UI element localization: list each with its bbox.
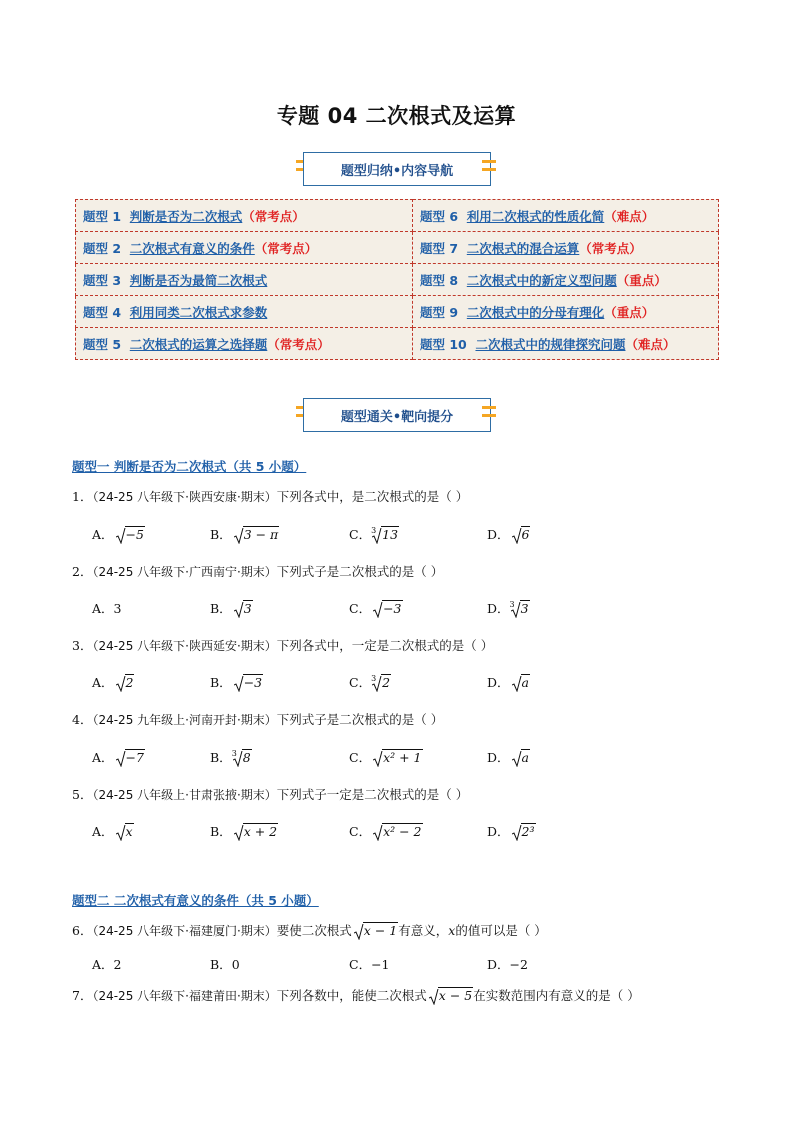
option[interactable] [349,748,423,766]
option-letter: D． [487,527,510,542]
nav-cell[interactable] [413,296,719,328]
option[interactable] [487,955,528,973]
radical: a [512,750,530,765]
option[interactable] [92,822,134,840]
option[interactable] [210,748,252,766]
nav-cell[interactable] [76,264,413,296]
section-heading[interactable]: 题型一 判断是否为二次根式（共 5 小题） [72,459,307,474]
option[interactable] [210,955,240,973]
radical: 3 [234,601,253,616]
option[interactable] [210,673,263,691]
option[interactable] [349,525,399,543]
radical: 6 [512,527,531,542]
radical: 3 [511,601,530,616]
option-letter: C． [349,957,372,972]
root-index: 3 [509,600,515,609]
option[interactable] [92,955,121,973]
topic-link[interactable]: 判断是否为二次根式 [129,208,243,224]
radical: x + 2 [234,824,278,839]
radical: −3 [234,675,263,690]
topic-link[interactable]: 二次根式的混合运算 [466,240,580,256]
radical: 2³ [512,824,536,839]
option[interactable] [92,748,145,766]
topic-link[interactable]: 判断是否为最简二次根式 [129,272,268,288]
option-letter: D． [487,750,510,765]
practice-banner [300,398,492,432]
topic-tag: （常考点） [242,208,305,224]
topic-tag: （常考点） [254,240,318,256]
option[interactable] [487,822,536,840]
toc-banner-label: 题型归纳•内容导航 [303,152,491,186]
topic-link[interactable]: 二次根式中的分母有理化 [466,304,605,320]
option[interactable] [349,955,390,973]
nav-cell[interactable] [413,200,719,232]
option[interactable] [349,673,391,691]
option-value: 0 [231,957,240,972]
option[interactable] [487,525,530,543]
topic-link[interactable]: 利用同类二次根式求参数 [129,304,268,320]
option-letter: A． [92,601,114,616]
topic-link[interactable]: 利用二次根式的性质化简 [466,208,605,224]
option-letter: B． [210,957,232,972]
topic-tag: （常考点） [267,336,330,352]
question-1: 1．（24-25 八年级下·陕西安康·期末）下列各式中，是二次根式的是（ ） [72,489,469,504]
nav-row [76,328,719,360]
option-value: −1 [371,957,390,972]
option-value: −2 [509,957,528,972]
topic-label: 题型 8 [420,272,459,288]
root-index: 3 [371,526,377,535]
option-letter: A． [92,675,114,690]
question-6: 6．（24-25 八年级下·福建厦门·期末）要使二次根式 x − 1有意义，x的值可以是（ ） [72,923,547,938]
radical: 13 [372,527,399,542]
topic-tag: （重点） [604,304,655,320]
topic-tag: （难点） [625,336,676,352]
root-index: 3 [371,674,377,683]
option-letter: A． [92,750,114,765]
radical: 3 − π [234,527,280,542]
option-letter: D． [487,824,510,839]
option-letter: D． [487,675,510,690]
option-letter: C． [349,824,372,839]
option-letter: C． [349,527,372,542]
question-4: 4．（24-25 九年级上·河南开封·期末）下列式子是二次根式的是（ ） [72,712,444,727]
nav-cell[interactable] [413,264,719,296]
option-letter: B． [210,527,232,542]
question-2: 2．（24-25 八年级下·广西南宁·期末）下列式子是二次根式的是（ ） [72,564,444,579]
topic-link[interactable]: 二次根式中的新定义型问题 [466,272,617,288]
topic-tag: （难点） [604,208,655,224]
option[interactable] [487,748,530,766]
option-letter: C． [349,675,372,690]
topic-tag: （常考点） [579,240,642,256]
radical: x² − 2 [373,824,422,839]
orange-marker-icon [482,160,496,176]
question-7: 7．（24-25 八年级下·福建莆田·期末）下列各数中，能使二次根式 x − 5在实数范围内有意义的是（ ） [72,988,640,1003]
nav-row [76,200,719,232]
option-value: 3 [113,601,122,616]
option[interactable] [210,599,253,617]
topic-label: 题型 1 [83,208,122,224]
option[interactable] [92,673,134,691]
topic-link[interactable]: 二次根式中的规律探究问题 [475,336,626,352]
radical: 8 [233,750,252,765]
option[interactable] [487,673,530,691]
option[interactable] [210,822,278,840]
topic-label: 题型 9 [420,304,459,320]
option-letter: B． [210,750,232,765]
topic-nav-table [75,199,719,360]
radical: −3 [373,601,402,616]
topic-label: 题型 2 [83,240,122,256]
option-letter: C． [349,750,372,765]
radical: a [512,675,530,690]
option-letter: B． [210,675,232,690]
radical: x² + 1 [373,750,422,765]
option-letter: B． [210,824,232,839]
topic-label: 题型 3 [83,272,122,288]
question-5: 5．（24-25 八年级上·甘肃张掖·期末）下列式子一定是二次根式的是（ ） [72,787,469,802]
nav-row [76,296,719,328]
option-letter: D． [487,957,510,972]
topic-link[interactable]: 二次根式的运算之选择题 [129,336,268,352]
question-3: 3．（24-25 八年级下·陕西延安·期末）下列各式中，一定是二次根式的是（ ） [72,638,494,653]
radical: x − 1 [354,923,398,938]
option[interactable] [92,525,145,543]
option-letter: B． [210,601,232,616]
option[interactable] [349,822,423,840]
topic-label: 题型 6 [420,208,459,224]
nav-row [76,232,719,264]
radical: −7 [116,750,145,765]
section-heading[interactable]: 题型二 二次根式有意义的条件（共 5 小题） [72,893,319,908]
option[interactable] [210,525,279,543]
nav-cell[interactable] [76,328,413,360]
topic-label: 题型 5 [83,336,122,352]
nav-row [76,264,719,296]
radical: 2 [372,675,391,690]
nav-cell[interactable] [76,296,413,328]
option[interactable] [487,599,530,617]
option-letter: C． [349,601,372,616]
radical: x − 5 [429,988,473,1003]
topic-link[interactable]: 二次根式有意义的条件 [129,240,255,256]
radical: x [116,824,134,839]
option-letter: A． [92,527,114,542]
topic-tag: （重点） [616,272,667,288]
option[interactable] [92,599,121,617]
toc-banner [300,152,492,186]
topic-label: 题型 4 [83,304,122,320]
topic-label: 题型 7 [420,240,459,256]
orange-marker-icon [482,406,496,422]
nav-cell[interactable] [413,328,719,360]
option-value: 2 [113,957,122,972]
radical: 2 [116,675,135,690]
option-letter: D． [487,601,510,616]
practice-banner-label: 题型通关•靶向提分 [303,398,491,432]
root-index: 3 [231,749,237,758]
nav-cell[interactable] [76,200,413,232]
option[interactable] [349,599,403,617]
nav-cell[interactable] [76,232,413,264]
page-title: 专题 04 二次根式及运算 [276,104,517,128]
nav-cell[interactable] [413,232,719,264]
radical: −5 [116,527,145,542]
option-letter: A． [92,957,114,972]
topic-label: 题型 10 [420,336,467,352]
option-letter: A． [92,824,114,839]
